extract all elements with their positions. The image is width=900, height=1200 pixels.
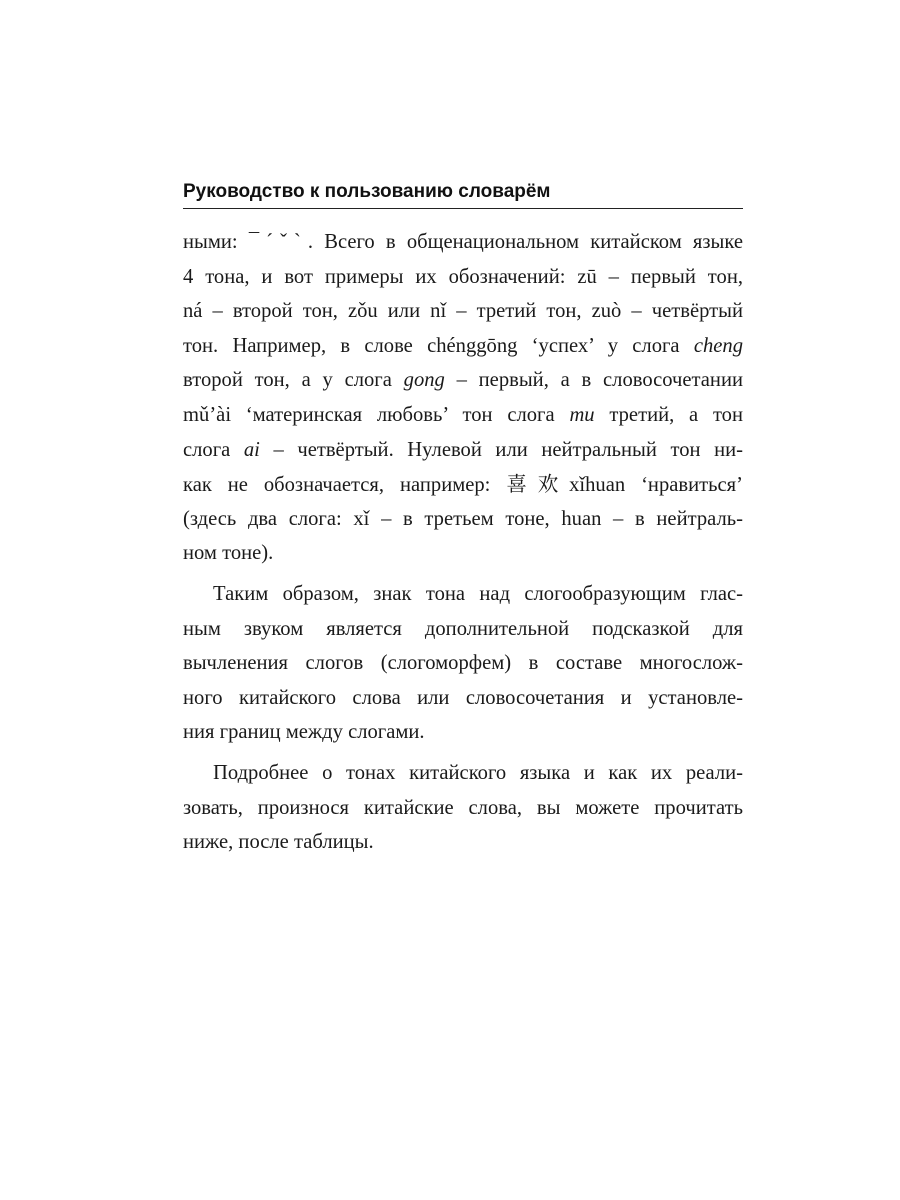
running-head-rule (183, 208, 743, 209)
chinese-characters: 喜欢 (506, 472, 570, 497)
text-line: (здесь два слога: xǐ – в третьем тоне, huan – в нейтраль- (183, 507, 743, 530)
paragraph-more-info (183, 756, 743, 860)
paragraph-tones (183, 225, 743, 571)
text-line: ниже, после таблицы. (183, 831, 374, 854)
text-line: ным звуком является дополнительной подсказкой для (183, 617, 743, 640)
body-text (183, 225, 743, 860)
text-line: ния границ между слогами. (183, 721, 425, 744)
text-line: 4 тона, и вот примеры их обозначений: zū – первый тон, (183, 265, 743, 288)
text-line: mǔ’ài ‘материнская любовь’ тон слога mu третий, а тон (183, 403, 744, 426)
text-line: вычленения слогов (слогоморфем) в составе многослож- (183, 652, 743, 675)
running-head: Руководство к пользованию словарём (183, 181, 551, 202)
tone-marks-symbols: ¯ˊˇˋ (248, 231, 308, 253)
text-line: Таким образом, знак тона над слогообразующим глас- (213, 582, 743, 605)
paragraph-tone-sign (183, 577, 743, 750)
text-line: ná – второй тон, zǒu или nǐ – третий тон, zuò – четвёртый (183, 300, 743, 323)
text-line: как не обозначается, например: 喜欢xǐhuan ‘нравиться’ (183, 472, 743, 497)
text-line: тон. Например, в слове chénggōng ‘успех’ у слога cheng (183, 334, 743, 357)
text-line: зовать, произнося китайские слова, вы можете прочитать (183, 796, 743, 819)
text-line: Подробнее о тонах китайского языка и как их реали- (213, 761, 743, 784)
text-line: слога ai – четвёртый. Нулевой или нейтральный тон ни- (183, 438, 743, 461)
text-line: второй тон, а у слога gong – первый, а в словосочетании (183, 369, 743, 392)
text-line: ном тоне). (183, 542, 274, 565)
text-line: ными: ¯ˊˇˋ. Всего в общенациональном китайском языке (183, 231, 743, 253)
text-line: ного китайского слова или словосочетания и установле- (183, 686, 743, 709)
